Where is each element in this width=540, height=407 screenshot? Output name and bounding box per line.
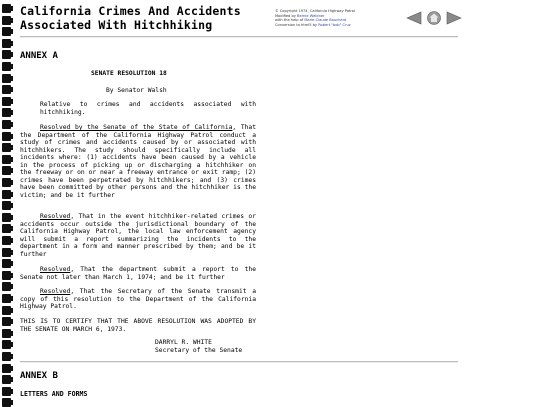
binding-ring	[2, 120, 11, 129]
annex-b-subheading: LETTERS AND FORMS	[20, 390, 88, 398]
help-by-link[interactable]: Marie-Claude Bouchard	[304, 18, 347, 23]
signatory-name: DARRYL R. WHITE	[155, 339, 212, 346]
binding-ring	[2, 143, 11, 152]
page-title-line-1: California Crimes And Accidents	[20, 4, 241, 18]
arrow-right-icon	[446, 10, 462, 26]
binding-ring	[2, 329, 11, 338]
annex-divider	[20, 361, 458, 363]
signatory-title: Secretary of the Senate	[155, 347, 243, 354]
binding-ring	[2, 178, 11, 187]
resolved-label-4: Resolved	[40, 288, 71, 295]
modified-prefix: Modified by	[275, 13, 298, 18]
previous-button[interactable]	[406, 10, 422, 26]
binding-ring	[2, 155, 11, 164]
credits-block	[275, 9, 355, 27]
page-navigation	[406, 10, 462, 26]
binding-ring	[2, 282, 11, 291]
resolution-paragraph-2	[20, 213, 256, 258]
binding-ring	[2, 4, 11, 13]
resolution-author: By Senator Walsh	[106, 87, 167, 94]
binding-ring	[2, 97, 11, 106]
binding-ring	[2, 340, 11, 349]
binding-ring	[2, 166, 11, 175]
binding-ring	[2, 108, 11, 117]
binding-ring	[2, 236, 11, 245]
binding-ring	[2, 398, 11, 407]
binding-ring	[2, 50, 11, 59]
binding-ring	[2, 387, 11, 396]
resolved-label-3: Resolved	[40, 266, 71, 273]
home-icon	[426, 10, 442, 26]
binding-ring	[2, 364, 11, 373]
binding-ring	[2, 85, 11, 94]
binding-ring	[2, 27, 11, 36]
binding-ring	[2, 190, 11, 199]
binding-ring	[2, 375, 11, 384]
modified-by-link[interactable]: Bernie Weidner	[297, 13, 325, 18]
binding-ring	[2, 248, 11, 257]
annex-b-heading: ANNEX B	[20, 371, 58, 381]
binding-ring	[2, 74, 11, 83]
home-button[interactable]	[426, 10, 442, 26]
binding-ring	[2, 271, 11, 280]
binding-ring	[2, 39, 11, 48]
spiral-binding	[0, 0, 13, 405]
header-divider	[20, 36, 458, 38]
paragraph-1-text: , That the Department of the California Highway Patrol conduct a study of crimes and accidents caused by or associated with hitchhikers. The study should specifically include all incidents where: (1) accidents have been caused by a vehicle in the process of picking up or discharging a hitchhiker on the freeway or on or near a freeway entrance or exit ramp; (2) crimes have been perpetrated by hitchhikers; and (3) crimes have been committed by other persons and the hitchhiker is the victim; and be it further	[20, 124, 256, 199]
resolution-paragraph-1	[20, 124, 256, 199]
resolution-title: SENATE RESOLUTION 18	[91, 70, 167, 77]
arrow-left-icon	[406, 10, 422, 26]
resolved-by-senate: Resolved by the Senate of the State of California	[40, 124, 233, 131]
binding-ring	[2, 294, 11, 303]
binding-ring	[2, 201, 11, 210]
binding-ring	[2, 224, 11, 233]
binding-ring	[2, 259, 11, 268]
resolution-paragraph-4	[20, 288, 256, 311]
binding-ring	[2, 317, 11, 326]
binding-ring	[2, 213, 11, 222]
paragraph-2-text: , That in the event hitchhiker-related crimes or accidents occur outside the jurisdictional boundary of the California Highway Patrol, the local law enforcement agency will submit a report summarizing the incidents to the department in a form and manner prescribed by them; and be it further	[20, 213, 256, 258]
page-title-line-2: Associated With Hitchhiking	[20, 17, 213, 32]
binding-ring	[2, 132, 11, 141]
help-prefix: with the help of	[275, 18, 305, 23]
copyright-text: © Copyright 1974, California Highway Patrol	[275, 9, 355, 13]
binding-ring	[2, 306, 11, 315]
resolved-label-2: Resolved	[40, 213, 71, 220]
page-title	[20, 5, 241, 32]
relative-paragraph: Relative to crimes and accidents associated with hitchhiking.	[40, 101, 256, 116]
binding-ring	[2, 352, 11, 361]
paragraph-4-text: , That the Secretary of the Senate transmit a copy of this resolution to the Department of the California Highway Patrol.	[20, 288, 256, 311]
binding-ring	[2, 62, 11, 71]
certification-paragraph: THIS IS TO CERTIFY THAT THE ABOVE RESOLUTION WAS ADOPTED BY THE SENATE ON MARCH 6, 1973.	[20, 318, 256, 333]
conversion-prefix: Conversion to html5 by	[275, 22, 319, 27]
binding-ring	[2, 16, 11, 25]
conversion-by-link[interactable]: Robert "bob" Cruz	[318, 22, 351, 27]
paragraph-3-text: , That the department submit a report to the Senate not later than March 1, 1974; and be it further	[20, 266, 256, 281]
next-button[interactable]	[446, 10, 462, 26]
page-header	[20, 5, 460, 35]
resolution-paragraph-3	[20, 266, 256, 281]
annex-a-heading: ANNEX A	[20, 51, 58, 61]
